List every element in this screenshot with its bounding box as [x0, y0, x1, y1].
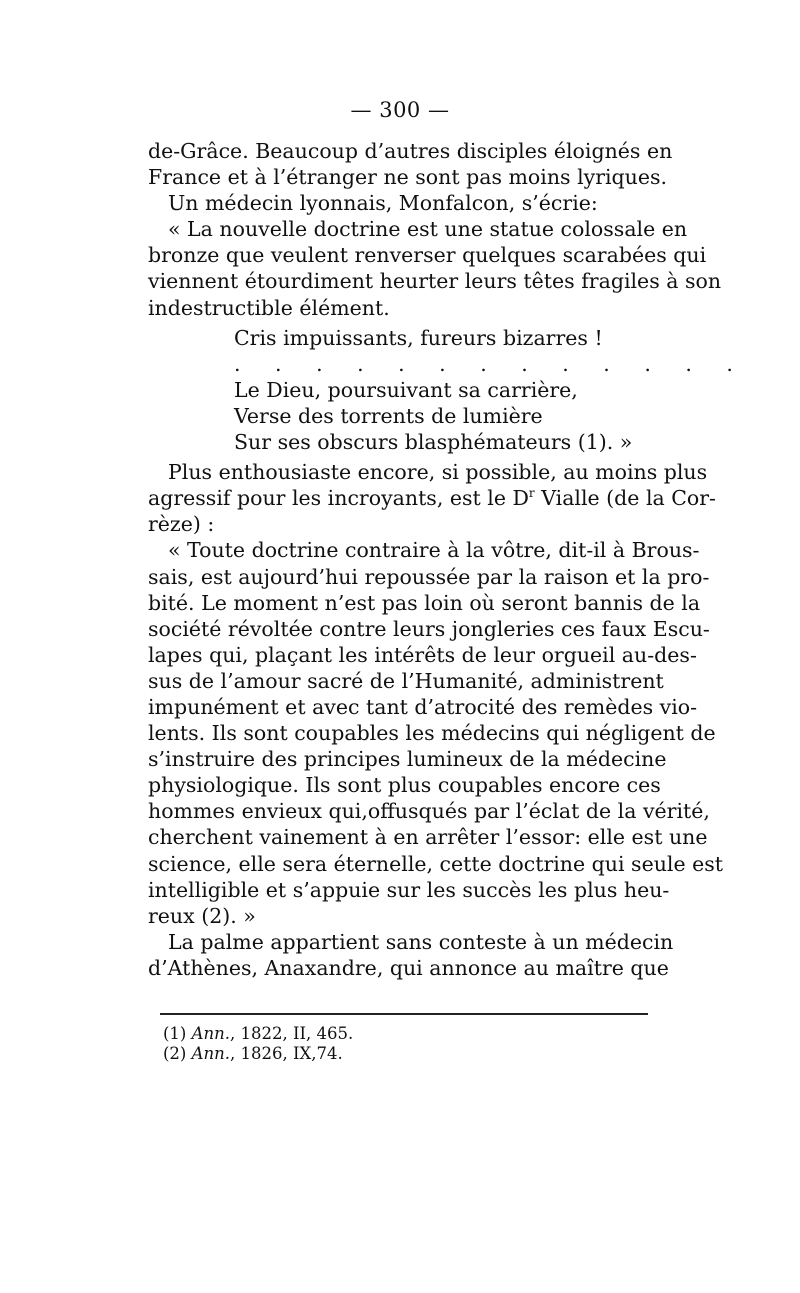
- text-line: physiologique. Ils sont plus coupables encore ces: [148, 773, 661, 798]
- verse-line: Cris impuissants, fureurs bizarres !: [234, 325, 603, 350]
- footnote-number: (1): [163, 1024, 187, 1043]
- text-line: intelligible et s’appuie sur les succès les plus heu-: [148, 877, 670, 902]
- text-line: [148, 485, 716, 511]
- body-text: [148, 138, 747, 981]
- text-line: lapes qui, plaçant les intérêts de leur orgueil au-des-: [148, 642, 697, 667]
- text-line: science, elle sera éternelle, cette doctrine qui seule est: [148, 851, 724, 876]
- footnote: [163, 1024, 353, 1044]
- page-number: — 300 —: [350, 98, 450, 122]
- footnote-reference: , 1822, II, 465.: [230, 1024, 354, 1043]
- text-line: viennent étourdiment heurter leurs têtes fragiles à son: [148, 269, 722, 294]
- text-line: sus de l’amour sacré de l’Humanité, administrent: [148, 668, 664, 693]
- text-line: « La nouvelle doctrine est une statue colossale en: [168, 217, 688, 242]
- footnote: [163, 1044, 353, 1064]
- text-line: La palme appartient sans conteste à un médecin: [168, 929, 674, 954]
- footnote-number: (2): [163, 1044, 187, 1063]
- superscript: r: [528, 486, 535, 501]
- footnote-source: Ann.: [191, 1024, 231, 1043]
- text-line: hommes envieux qui,offusqués par l’éclat de la vérité,: [148, 799, 710, 824]
- footnote-reference: , 1826, IX,74.: [230, 1044, 343, 1063]
- ellipsis-dots: . . . . . . . . . . . . .: [234, 351, 747, 376]
- text-line: France et à l’étranger ne sont pas moins lyriques.: [148, 165, 668, 190]
- footnote-source: Ann.: [191, 1044, 231, 1063]
- text-line: cherchent vainement à en arrêter l’essor: elle est une: [148, 825, 708, 850]
- footnotes: [163, 1024, 353, 1064]
- text-line: Plus enthousiaste encore, si possible, au moins plus: [168, 460, 708, 485]
- text-line: reux (2). »: [148, 903, 256, 928]
- text-line: d’Athènes, Anaxandre, qui annonce au maître que: [148, 955, 669, 980]
- text-line: lents. Ils sont coupables les médecins qui négligent de: [148, 721, 716, 746]
- text-line: rèze) :: [148, 512, 215, 537]
- text-line: de-Grâce. Beaucoup d’autres disciples éloignés en: [148, 139, 673, 163]
- verse-line: Sur ses obscurs blasphémateurs (1). »: [234, 430, 633, 455]
- text-line: « Toute doctrine contraire à la vôtre, dit-il à Brous-: [168, 538, 700, 563]
- text-line: bité. Le moment n’est pas loin où seront bannis de la: [148, 590, 701, 615]
- verse-line: Le Dieu, poursuivant sa carrière,: [234, 377, 578, 402]
- text-line: bronze que veulent renverser quelques scarabées qui: [148, 243, 707, 268]
- verse-line: Verse des torrents de lumière: [234, 403, 543, 428]
- text-line: impunément et avec tant d’atrocité des remèdes vio-: [148, 694, 698, 719]
- text-fragment: agressif pour les incroyants, est le D: [148, 486, 529, 511]
- text-line: société révoltée contre leurs jongleries ces faux Escu-: [148, 616, 710, 641]
- footnote-divider: [160, 1013, 648, 1015]
- text-line: Un médecin lyonnais, Monfalcon, s’écrie:: [168, 191, 598, 216]
- text-fragment: Vialle (de la Cor-: [534, 486, 716, 511]
- text-line: s’instruire des principes lumineux de la médecine: [148, 747, 667, 772]
- text-line: sais, est aujourd’hui repoussée par la raison et la pro-: [148, 564, 710, 589]
- text-line: indestructible élément.: [148, 295, 390, 320]
